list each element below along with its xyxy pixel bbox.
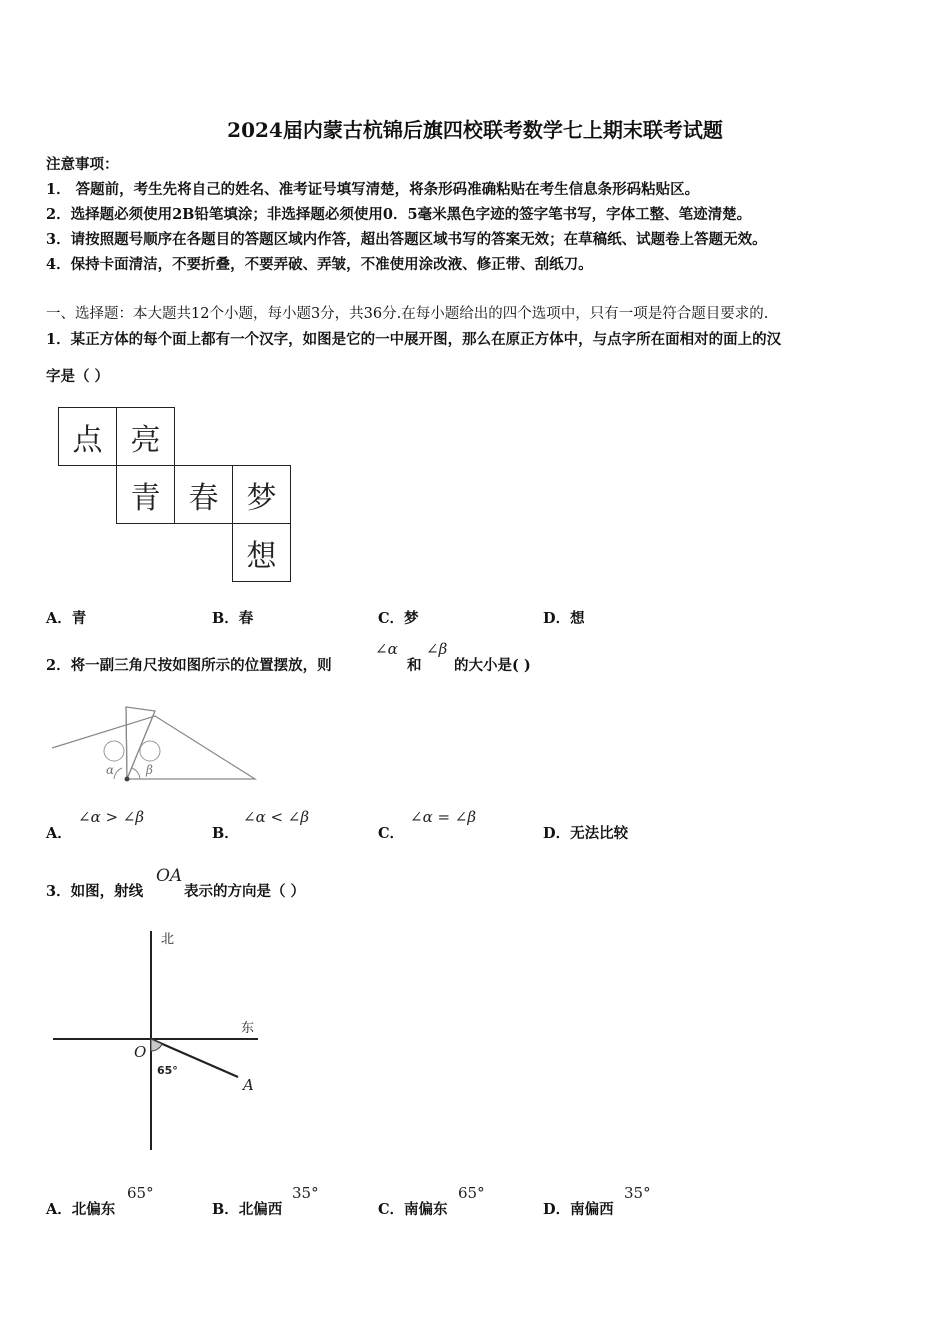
option-degree: 65° (127, 1184, 154, 1202)
q2-option-a-math: ∠α > ∠β (78, 808, 145, 826)
q1-stem-line2: 字是（ ） (46, 368, 110, 385)
option-text: 南偏东 (404, 1201, 448, 1218)
option-a[interactable] (46, 607, 86, 628)
origin-label: O (134, 1043, 147, 1061)
page-title: 2024届内蒙古杭锦后旗四校联考数学七上期末联考试题 (227, 118, 723, 142)
q2-option-b-math: ∠α < ∠β (243, 808, 310, 826)
net-cell: 青 (116, 465, 175, 524)
hole-right (140, 741, 160, 761)
option-b[interactable] (212, 1198, 282, 1219)
option-text: 南偏西 (570, 1201, 614, 1218)
option-c[interactable] (378, 1198, 448, 1219)
option-c[interactable] (378, 607, 419, 628)
option-b[interactable] (212, 607, 253, 628)
fig-alpha-label: α (106, 763, 115, 777)
q2-option-c-math: ∠α = ∠β (410, 808, 477, 826)
option-a[interactable] (46, 1198, 115, 1219)
q2-stem-end: 的大小是( ) (454, 657, 531, 674)
option-degree: 65° (458, 1184, 485, 1202)
q2-and: 和 (407, 657, 422, 674)
angle-arc-beta (132, 768, 140, 779)
north-label: 北 (161, 932, 175, 947)
option-text: 北偏西 (238, 1201, 283, 1218)
net-cell: 亮 (116, 407, 175, 466)
q2-option-a-label[interactable]: A． (46, 825, 72, 842)
shared-edge (126, 707, 127, 779)
q2-stem: 2．将一副三角尺按如图所示的位置摆放，则 (46, 657, 332, 674)
option-degree: 35° (624, 1184, 651, 1202)
east-label: 东 (241, 1021, 255, 1036)
angle-label: 65° (157, 1064, 178, 1077)
q1-stem-line1: 1．某正方体的每个面上都有一个汉字，如图是它的一中展开图，那么在原正方体中，与点字所在面相对的面上的汉 (46, 331, 782, 348)
vertex-point (125, 777, 130, 782)
q2-alpha: ∠α (375, 640, 398, 658)
option-text: 春 (238, 610, 254, 627)
option-label: C． (378, 610, 405, 627)
triangle-one (52, 716, 255, 779)
option-label: A． (46, 1201, 72, 1218)
option-text: 北偏东 (71, 1201, 116, 1218)
option-label: D． (543, 610, 571, 627)
net-cell: 点 (58, 407, 117, 466)
direction-figure (50, 926, 270, 1154)
option-label: D． (543, 825, 571, 842)
fig-beta-label: β (146, 763, 153, 777)
option-degree: 35° (292, 1184, 319, 1202)
q2-beta: ∠β (426, 640, 448, 658)
option-text: 梦 (404, 610, 419, 627)
q3-stem: 3．如图，射线 (46, 883, 144, 900)
option-text: 无法比较 (570, 825, 629, 842)
option-text: 青 (71, 610, 87, 627)
option-text: 想 (570, 610, 585, 627)
q2-option-b-label[interactable]: B． (212, 825, 239, 842)
option-label: C． (378, 1201, 405, 1218)
section-heading: 一、选择题：本大题共12个小题，每小题3分，共36分.在每小题给出的四个选项中，只有一项是符合题目要求的. (46, 306, 769, 322)
option-d[interactable] (543, 1198, 614, 1219)
net-cell: 想 (232, 523, 291, 582)
net-cell: 春 (174, 465, 233, 524)
note-item: 4．保持卡面清洁，不要折叠，不要弄破、弄皱，不准使用涂改液、修正带、刮纸刀。 (46, 256, 593, 273)
note-item: 2．选择题必须使用2B铅笔填涂；非选择题必须使用0．5毫米黑色字迹的签字笔书写，字体工整、笔迹清楚。 (46, 206, 752, 223)
triangles-figure (48, 702, 260, 788)
angle-arc-alpha (114, 768, 122, 779)
note-item: 1． 答题前，考生先将自己的姓名、准考证号填写清楚，将条形码准确粘贴在考生信息条形码粘贴区。 (46, 181, 700, 198)
option-label: D． (543, 1201, 571, 1218)
note-item: 3．请按照题号顺序在各题目的答题区域内作答，超出答题区域书写的答案无效；在草稿纸、试题卷上答题无效。 (46, 231, 767, 248)
notes-heading: 注意事项： (46, 156, 119, 173)
option-label: B． (212, 610, 239, 627)
option-label: B． (212, 1201, 239, 1218)
point-a-label: A (243, 1076, 254, 1094)
option-d[interactable] (543, 607, 585, 628)
option-d[interactable] (543, 822, 628, 843)
q3-stem-end: 表示的方向是（ ） (184, 883, 306, 900)
q3-ray: OA (156, 866, 183, 886)
hole-left (104, 741, 124, 761)
option-label: A． (46, 610, 72, 627)
net-cell: 梦 (232, 465, 291, 524)
q2-option-c-label[interactable]: C． (378, 825, 405, 842)
